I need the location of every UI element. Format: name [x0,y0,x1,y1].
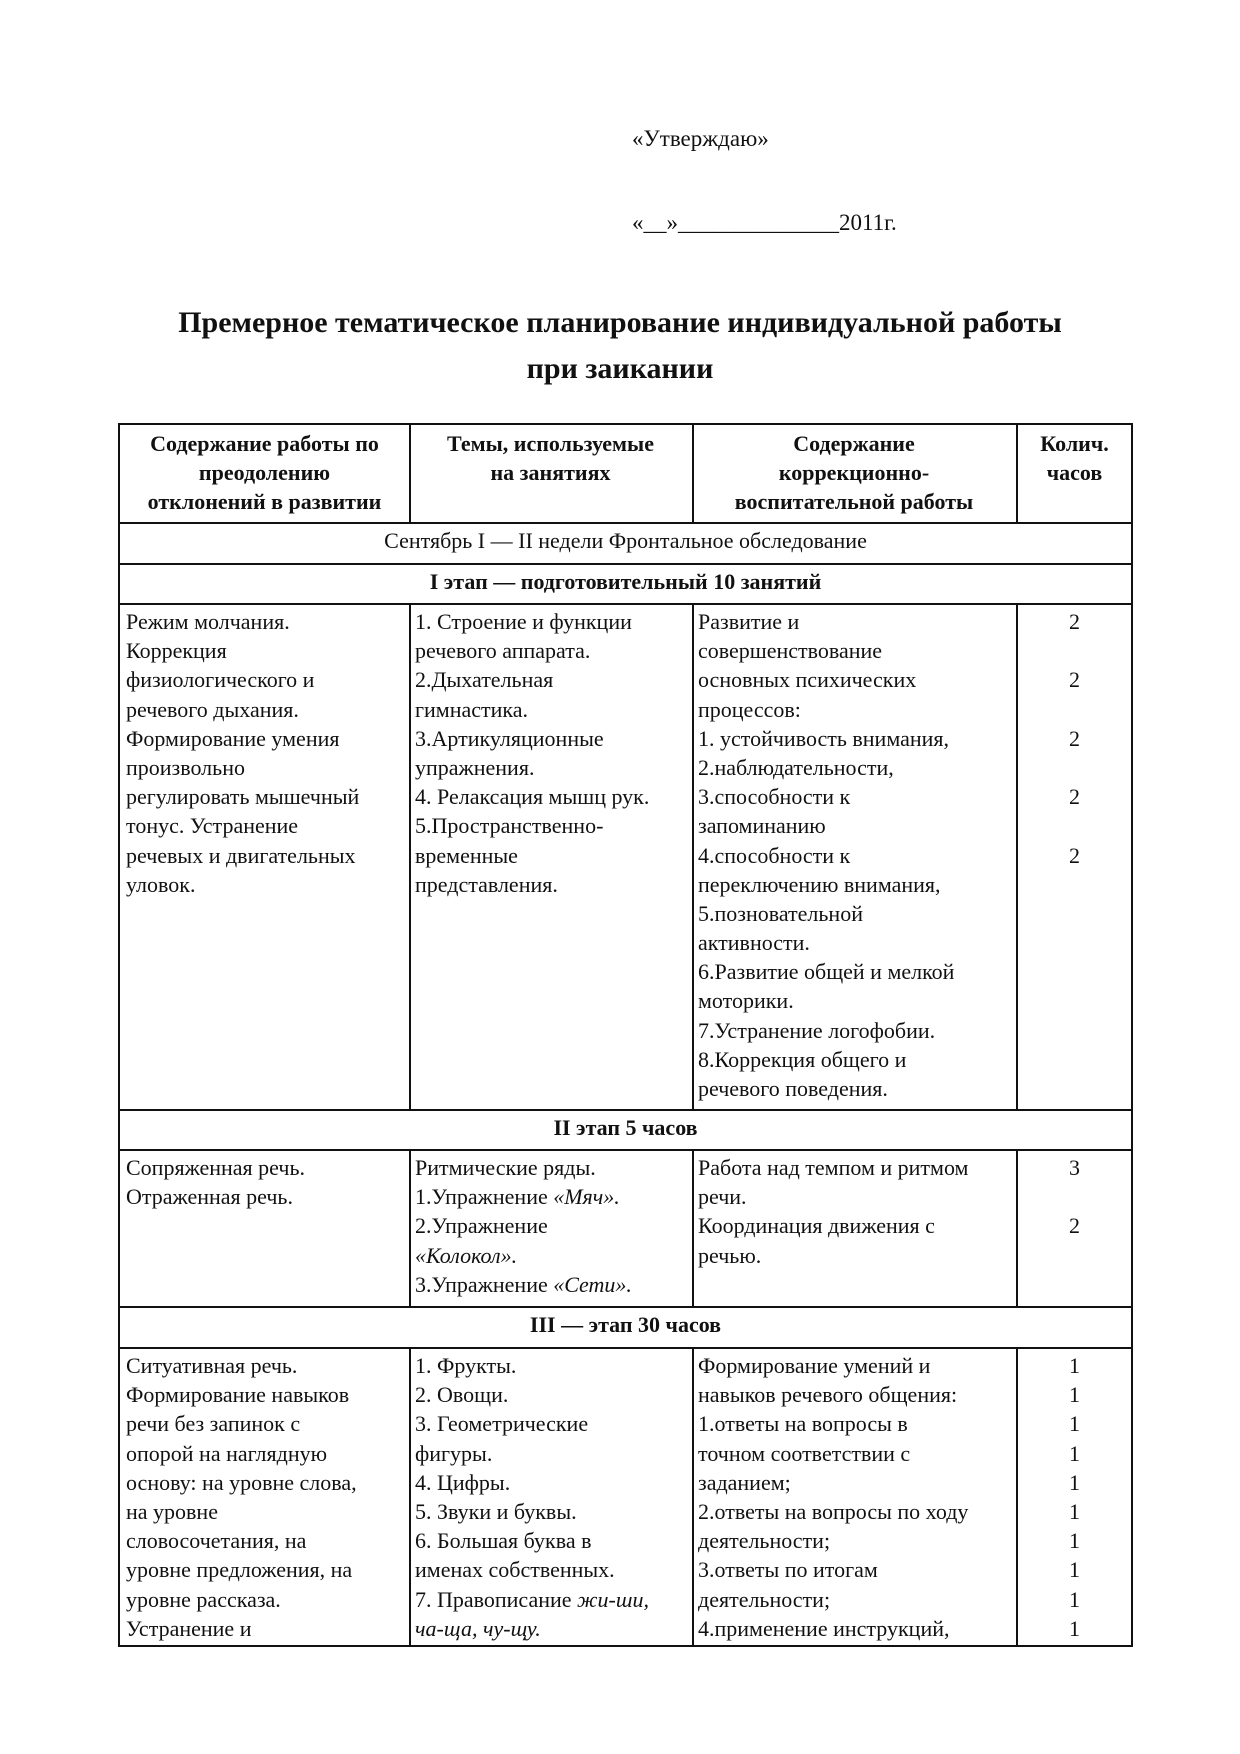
column-divider [409,603,411,1109]
cell-line: 3.Артикуляционные [415,725,604,751]
header-line: часов [1046,460,1103,485]
text: 6. Большая буква в [415,1528,592,1554]
stage-title: II этап 5 часов [553,1115,698,1140]
cell-line [415,1555,686,1584]
cell-line: навыков речевого общения: [698,1382,958,1408]
cell-line: 1 [1069,1498,1080,1524]
cell-line: 2 [1069,842,1080,868]
cell-line: моторики. [698,988,794,1014]
cell-line: 2 [1069,725,1080,751]
header-line: Колич. [1040,431,1109,456]
cell-line: 1.ответы на вопросы в [698,1411,908,1437]
table-cell-col2 [415,1153,686,1299]
cell-line: Ситуативная речь. [126,1353,298,1378]
cell-line: 1 [1069,1440,1080,1466]
table-cell-col1 [126,1351,403,1643]
cell-line: Отраженная речь. [126,1184,293,1210]
column-divider [409,425,411,522]
table-cell-hours [1022,1351,1127,1643]
table-cell-col2 [415,1351,686,1643]
italic-text: жи-ши, [577,1586,649,1612]
header-line: отклонений в развитии [147,489,382,514]
cell-line: Формирование навыков [126,1382,350,1408]
cell-line [415,1468,686,1497]
cell-line: 4. Релаксация мышц рук. [415,784,650,810]
cell-line: 8.Коррекция общего и [698,1046,907,1072]
text: 2.Упражнение [415,1213,548,1239]
column-divider [1016,603,1018,1109]
header-cell [692,429,1016,516]
planning-table [118,423,1133,1647]
cell-line: 1. устойчивость внимания, [698,725,950,751]
italic-text: «Колокол». [415,1242,518,1268]
cell-line: 3 [1069,1155,1080,1180]
table-cell-col3 [698,607,1010,1103]
cell-line: 2 [1069,609,1080,634]
cell-line [415,1497,686,1526]
table-cell-hours [1022,607,1127,870]
document-title [0,300,1240,392]
text: 1.Упражнение [415,1184,554,1210]
header-line: Содержание работы по [150,431,379,456]
cell-line: речевого аппарата. [415,638,591,664]
title-line-2: при заикании [526,352,714,385]
cell-line: уровне рассказа. [126,1586,281,1612]
cell-line: точном соответствии с [698,1440,911,1466]
cell-line: Координация движения с [698,1213,935,1239]
column-divider [692,603,694,1109]
text: Ритмические ряды. [415,1155,596,1180]
cell-line: 3.способности к [698,784,851,810]
cell-line: основных психических [698,667,917,693]
row-divider [120,563,1131,565]
cell-line [415,1241,686,1270]
cell-line: Коррекция [126,638,227,664]
cell-line: физиологического и [126,667,315,693]
cell-line: 1 [1069,1557,1080,1583]
cell-line [415,1270,686,1299]
cell-line: тонус. Устранение [126,813,299,839]
text: 2. Овощи. [415,1382,509,1408]
cell-line [1022,1182,1127,1211]
cell-line: речевых и двигательных [126,842,356,868]
cell-line: Развитие и [698,609,800,634]
header-cell [120,429,409,516]
cell-line: деятельности; [698,1586,831,1612]
approval-label: «Утверждаю» [632,126,769,151]
cell-line: 2.Дыхательная [415,667,554,693]
header-line: коррекционно- [778,460,930,485]
table-cell-col1 [126,1153,403,1211]
cell-line [1022,811,1127,840]
header-cell [1016,429,1133,487]
row-divider [120,1347,1131,1349]
text: 5. Звуки и буквы. [415,1498,577,1524]
row-divider [120,1306,1131,1308]
cell-line: 2 [1069,667,1080,693]
cell-line: Формирование умений и [698,1353,931,1378]
column-divider [692,1149,694,1306]
cell-line [415,1211,686,1240]
column-divider [409,1149,411,1306]
cell-line: 5.Пространственно- [415,813,604,839]
cell-line: 4.применение инструкций, [698,1615,950,1641]
cell-line: гимнастика. [415,696,529,722]
cell-line: Работа над темпом и ритмом [698,1155,969,1180]
cell-line: произвольно [126,754,245,780]
cell-line: 1 [1069,1411,1080,1437]
cell-line: 1 [1069,1469,1080,1495]
cell-line: 2.наблюдательности, [698,754,894,780]
cell-line: Формирование умения [126,725,340,751]
cell-line: временные [415,842,518,868]
text: 4. Цифры. [415,1469,511,1495]
cell-line: представления. [415,871,558,897]
table-cell-col3 [698,1153,1010,1270]
cell-line: речи. [698,1184,747,1210]
column-divider [1016,425,1018,522]
cell-line: 7.Устранение логофобии. [698,1017,936,1043]
cell-line: 2 [1069,784,1080,810]
cell-line: речи без запинок с [126,1411,301,1437]
cell-line: 5.позновательной [698,900,863,926]
cell-line: деятельности; [698,1528,831,1554]
header-cell [409,429,692,487]
cell-line [415,1351,686,1380]
cell-line [415,1182,686,1211]
cell-line: запоминанию [698,813,826,839]
cell-line: 4.способности к [698,842,851,868]
cell-line [415,1409,686,1438]
header-line: преодолению [198,460,331,485]
cell-line: на уровне [126,1498,218,1524]
row-divider [120,1109,1131,1111]
text: 3.Упражнение [415,1271,554,1297]
column-divider [1016,1149,1018,1306]
italic-text: ча-ща, чу-щу. [415,1615,541,1641]
cell-line: 2.ответы на вопросы по ходу [698,1498,969,1524]
table-cell-col3 [698,1351,1010,1643]
cell-line: 1 [1069,1586,1080,1612]
row-divider [120,522,1131,524]
cell-line [415,1585,686,1614]
column-divider [409,1347,411,1645]
cell-line [415,1526,686,1555]
cell-line: Режим молчания. [126,609,290,634]
cell-line: переключению внимания, [698,871,941,897]
cell-line: 3.ответы по итогам [698,1557,878,1583]
cell-line [1022,636,1127,665]
cell-line: 1 [1069,1382,1080,1408]
row-divider [120,603,1131,605]
cell-line: 2 [1069,1213,1080,1239]
cell-line [415,1153,686,1182]
cell-line: 1 [1069,1353,1080,1378]
header-line: Содержание [793,431,915,456]
cell-line: 1 [1069,1528,1080,1554]
approval-date-line: «__»______________2011г. [632,210,897,235]
italic-text: «Мяч». [553,1184,620,1210]
cell-line: речевого дыхания. [126,696,299,722]
column-divider [692,425,694,522]
cell-line: словосочетания, на [126,1528,307,1554]
september-row: Сентябрь I — II недели Фронтальное обследование [384,528,867,553]
column-divider [692,1347,694,1645]
cell-line: опорой на наглядную [126,1440,328,1466]
cell-line: регулировать мышечный [126,784,360,810]
cell-line [415,1439,686,1468]
cell-line: активности. [698,930,810,956]
title-line-1: Премерное тематическое планирование индивидуальной работы [178,306,1062,339]
row-divider [120,1149,1131,1151]
cell-line [415,1380,686,1409]
italic-text: «Сети». [553,1271,632,1297]
cell-line [1022,695,1127,724]
cell-line: совершенствование [698,638,883,664]
cell-line: 1 [1069,1615,1080,1641]
cell-line: Устранение и [126,1615,252,1641]
cell-line: 1. Строение и функции [415,609,632,634]
header-line: Темы, используемые [447,431,654,456]
header-line: на занятиях [490,460,611,485]
text: 7. Правописание [415,1586,578,1612]
cell-line: заданием; [698,1469,791,1495]
column-divider [1016,1347,1018,1645]
table-cell-hours [1022,1153,1127,1241]
cell-line [1022,753,1127,782]
cell-line: уловок. [126,871,196,897]
stage-title: III — этап 30 часов [529,1312,722,1337]
cell-line: Сопряженная речь. [126,1155,305,1180]
text: именах собственных. [415,1557,615,1583]
cell-line: процессов: [698,696,801,722]
text: 1. Фрукты. [415,1353,517,1378]
cell-line: упражнения. [415,754,535,780]
table-cell-col1 [126,607,403,899]
cell-line: речью. [698,1242,762,1268]
stage-title: I этап — подготовительный 10 занятий [429,569,822,594]
cell-line: 6.Развитие общей и мелкой [698,959,955,985]
text: 3. Геометрические [415,1411,589,1437]
cell-line: речевого поведения. [698,1076,888,1101]
cell-line: уровне предложения, на [126,1557,353,1583]
text: фигуры. [415,1440,493,1466]
cell-line [415,1614,686,1643]
cell-line: основу: на уровне слова, [126,1469,357,1495]
header-line: воспитательной работы [734,489,974,514]
table-cell-col2 [415,607,686,899]
